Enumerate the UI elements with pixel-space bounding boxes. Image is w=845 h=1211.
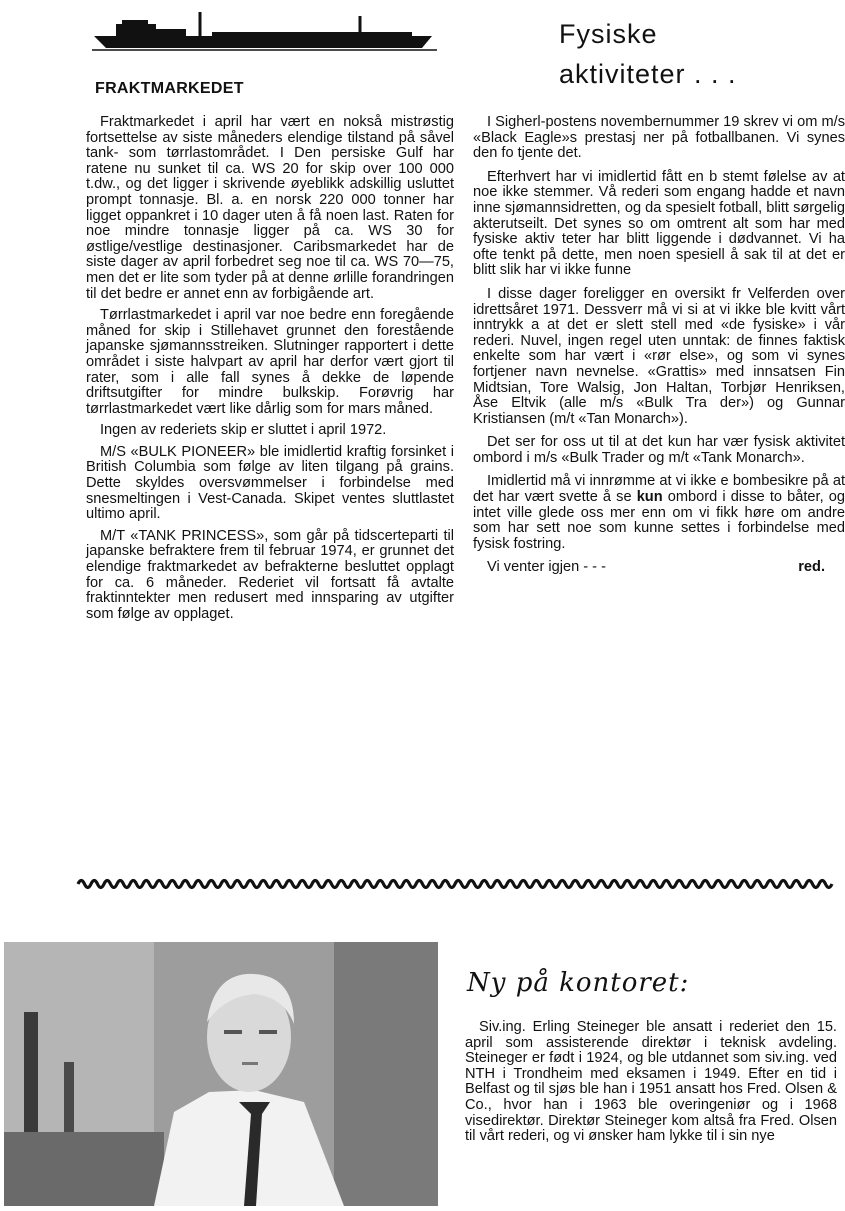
- article-paragraph: Det ser for oss ut til at det kun har vær fysisk aktivitet ombord i m/s «Bulk Trader og m/t «Tank Monarch».: [473, 434, 845, 466]
- article-paragraph: Fraktmarkedet i april har vært en nokså mistrøstig fortsettelse av siste måneders elendige tilstand på såvel tank- som tørrlastområdet. I Den persiske Gulf har ratene nu sunket til ca. WS 20 for skip over 100 000 t.dw., og det ligger i skrivende øyeblikk adskillig usluttet prompt tonnasje. Bl. a. en norsk 220 000 tonner har ligget oppankret i 10 dager uten å få noen last. Raten for noe mindre tonnasje ligger på ca. WS 30 for østlige/vestlige destinasjoner. Caribsmarkedet har de siste dager av april forbedret seg noe til ca. WS 70—75, men det er lite som tyder på at denne ørlille forandringen til det bedre er annet enn av forbigående art.: [86, 114, 454, 302]
- fraktmarkedet-article: [86, 115, 454, 628]
- signoff-line: [473, 560, 845, 576]
- wavy-divider: [78, 876, 823, 892]
- signoff-text: Vi venter igjen - - -: [487, 559, 606, 576]
- article-paragraph: I disse dager foreligger en oversikt fr Velferden over idrettsåret 1971. Dessverr må vi si at vi ikke ble kvitt vårt inntrykk a at det er slett stell med «de fysiske» i vår rederi. Nuvel, ingen regel uten unntak: de finnes faktisk enkelte som har vært i «rør else», og som vi synes fortjener navn nevnelse. «Grattis» med innsatsen Fin Midtsian, Tore Walsig, Jon Haltan, Torbjør Henriksen, Åse Eltvik (alle m/s «Bulk Tra der») og Gunnar Kristiansen (m/t «Tan Monarch»).: [473, 285, 845, 427]
- signature: red.: [798, 559, 825, 576]
- paragraph-text: ombord i disse to båter, og intet ville glede oss mer enn om vi fikk høre om andre som har sett noe som kunne settes i forbindelse med fysisk fostring.: [473, 489, 845, 552]
- ship-illustration: [92, 10, 437, 52]
- article-paragraph: Ingen av rederiets skip er sluttet i april 1972.: [100, 422, 387, 439]
- article-paragraph: I Sigherl-postens novembernummer 19 skrev vi om m/s «Black Eagle»s prestasj ner på fotballbanen. Vi synes den fo tjente det.: [473, 114, 845, 162]
- article-paragraph: M/S «BULK PIONEER» ble imidlertid kraftig forsinket i British Columbia som følge av liten tilgang på grains. Dette skyldes oversvømmelser i forbindelse med snesmeltingen i Vest-Canada. Skipet ventes sluttlastet ultimo april.: [86, 443, 454, 523]
- article-paragraph: Efterhvert har vi imidlertid fått en b stemt følelse av at noe ikke stemmer. Vå rederi som engang hadde et navn inne sjømannsidretten, og da spesielt fotball, blitt sørgelig akterutseilt. Det synes so om omtrent alt som har med fysiske aktiv teter har blitt liggende i dødvannet. Vi ha ofte tenkt på dette, men noen spesiell å sak til at det er blitt slik har vi ikke funne: [473, 168, 845, 279]
- fysiske-aktiviteter-heading: Fysiske aktiviteter . . .: [559, 19, 737, 89]
- article-paragraph: Siv.ing. Erling Steineger ble ansatt i rederiet den 15. april som assisterende direktør i teknisk avdeling. Steineger er født i 1924, og ble utdannet som siv.ing. ved NTH i Trondheim med eksamen i 1949. Efter en tid i Belfast og til sjøs ble han i 1951 ansatt hos Fred. Olsen & Co., hvor han i 1963 ble overingeniør og i 1968 visedirektør. Direktør Steineger kom altså fra Fred. Olsen til vårt rederi, og vi ønsker ham lykke til i sin nye: [465, 1019, 837, 1145]
- fraktmarkedet-heading: FRAKTMARKEDET: [95, 80, 244, 97]
- bold-word: kun: [636, 489, 663, 506]
- ny-pa-kontoret-article: [465, 1019, 837, 1145]
- paragraph-text: Imidlertid må vi innrømme at vi ikke e bombesikre på at det har vært svette å se: [473, 473, 845, 506]
- article-paragraph: [473, 474, 845, 552]
- portrait-photo: [4, 942, 438, 1206]
- article-paragraph: Tørrlastmarkedet i april var noe bedre enn foregående måned for skip i Stillehavet grunnet den forestående japanske sjømannsstreiken. Slutninger rapportert i dette området i siste halvpart av april har derfor vært gjort til rater, som i alle fall synes å dekke de løpende driftsutgifter for mindre bulkskip. Forøvrig har tørrlastmarkedet vært like dårlig som for mars måned.: [86, 307, 454, 417]
- article-paragraph: M/T «TANK PRINCESS», som går på tidscerteparti til japanske befraktere frem til februar 1974, er grunnet det elendige fraktmarkedet av befrakterne besluttet opplagt for ca. 6 måneder. Rederiet vil fortsatt få avtalte fraktinntekter men redusert med innsparing av utgifter som følge av opplaget.: [86, 527, 454, 622]
- ny-pa-kontoret-heading: Ny på kontoret:: [467, 968, 690, 998]
- fysiske-aktiviteter-article: [473, 114, 845, 576]
